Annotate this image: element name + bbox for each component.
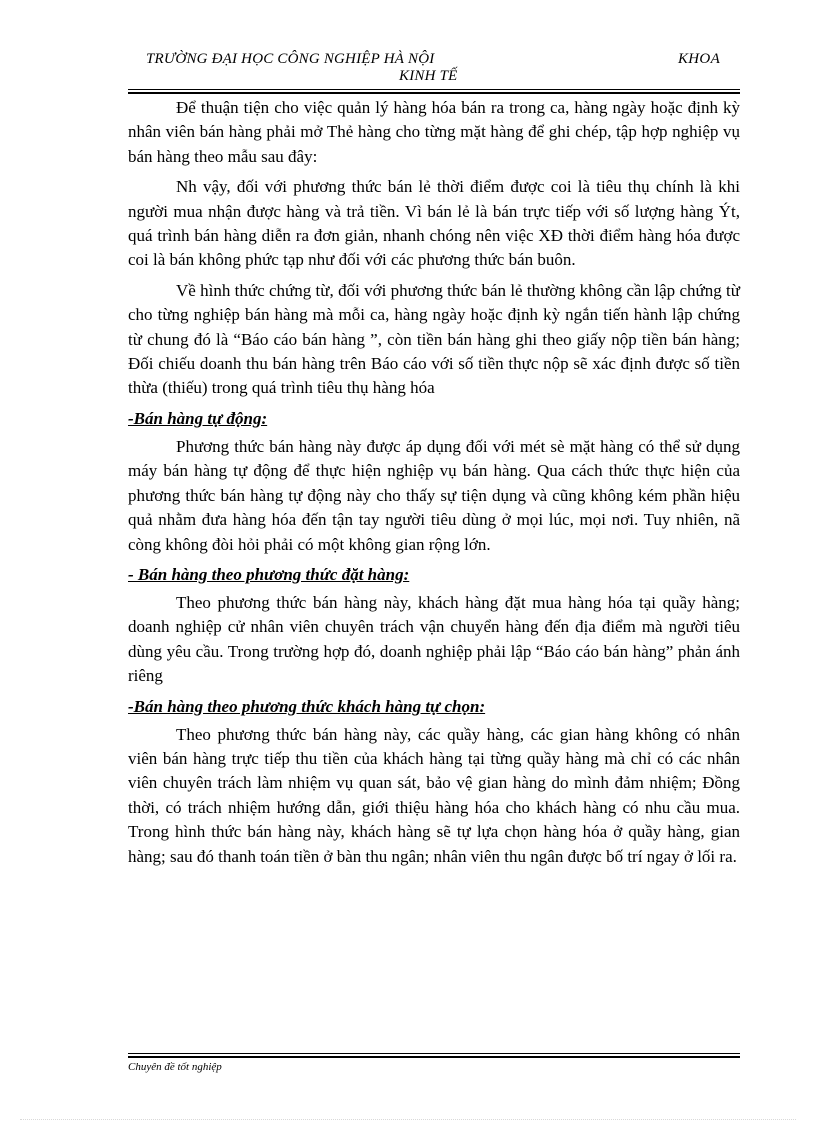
header-faculty-name: KINH TẾ [399, 68, 458, 84]
page-content [128, 96, 740, 875]
paragraph-retail-documents: Về hình thức chứng từ, đối với phương thức bán lẻ thường không cần lập chứng từ cho từng nghiệp bán hàng mà mỗi ca, hàng ngày hoặc định kỳ ngắn tiến hành lập chứng từ chung đó là “Báo cáo bán hàng ”, còn tiền bán hàng ghi theo giấy nộp tiền bán hàng; Đối chiếu doanh thu bán hàng trên Báo cáo với số tiền thực nộp sẽ xác định được số tiền thừa (thiếu) trong quá trình tiêu thụ hàng hóa [128, 280, 740, 398]
header-faculty-label: KHOA [678, 51, 721, 67]
footer-rule-thick [128, 1056, 740, 1058]
paragraph-intro: Để thuận tiện cho việc quản lý hàng hóa bán ra trong ca, hàng ngày hoặc định kỳ nhân viên bán hàng phải mở Thẻ hàng cho từng mặt hàng để ghi chép, tập hợp nghiệp vụ bán hàng theo mẫu sau đây: [128, 98, 740, 166]
heading-self-service-sales: -Bán hàng theo phương thức khách hàng tự chọn: [128, 696, 486, 716]
page-bottom-edge [20, 1119, 796, 1120]
page-header [128, 46, 740, 92]
footer-rule-thin [128, 1053, 740, 1054]
paragraph-retail-timing: Nh vậy, đối với phương thức bán lẻ thời điểm được coi là tiêu thụ chính là khi người mua nhận được hàng và trả tiền. Vì bán lẻ là bán trực tiếp với số lượng hàng Ýt, quá trình bán hàng diễn ra đơn giản, nhanh chóng nên việc XĐ thời điểm hàng hóa được coi là bán không phức tạp như đối với các phương thức bán buôn. [128, 177, 740, 270]
paragraph-automatic-sales: Phương thức bán hàng này được áp dụng đối với mét sè mặt hàng có thể sử dụng máy bán hàng tự động để thực hiện nghiệp vụ bán hàng. Qua cách thức thực hiện của phương thức bán hàng tự động này cho thấy sự tiện dụng và cũng không kém phần hiệu quả nhằm đưa hàng hóa đến tận tay người tiêu dùng ở mọi lúc, mọi nơi. Tuy nhiên, nã còng không đòi hỏi phải có một không gian rộng lớn. [128, 436, 740, 554]
header-rule-thin [128, 89, 740, 90]
paragraph-self-service-sales: Theo phương thức bán hàng này, các quầy hàng, các gian hàng không có nhân viên bán hàng trực tiếp thu tiền của khách hàng tại từng quầy hàng mà chỉ có các nhân viên chuyên trách làm nhiệm vụ quan sát, bảo vệ gian hàng do mình đảm nhiệm; Đồng thời, có trách nhiệm hướng dẫn, giới thiệu hàng hóa cho khách hàng có nhu cầu mua. Trong hình thức bán hàng này, khách hàng sẽ tự lựa chọn hàng hóa ở quầy hàng, gian hàng; sau đó thanh toán tiền ở bàn thu ngân; nhân viên thu ngân được bố trí ngay ở lối ra. [128, 724, 740, 866]
header-rule-thick [128, 92, 740, 94]
paragraph-order-sales: Theo phương thức bán hàng này, khách hàng đặt mua hàng hóa tại quầy hàng; doanh nghiệp cử nhân viên chuyên trách vận chuyển hàng đến địa điểm mà người tiêu dùng yêu cầu. Trong trường hợp đó, doanh nghiệp phải lập “Báo cáo bán hàng” phản ánh riêng [128, 592, 740, 686]
header-university-name: TRƯỜNG ĐẠI HỌC CÔNG NGHIỆP HÀ NỘI [146, 51, 435, 67]
footer-caption: Chuyên đề tốt nghiệp [128, 1061, 222, 1073]
heading-automatic-sales: -Bán hàng tự động: [128, 408, 268, 428]
heading-order-sales: - Bán hàng theo phương thức đặt hàng: [128, 564, 410, 584]
